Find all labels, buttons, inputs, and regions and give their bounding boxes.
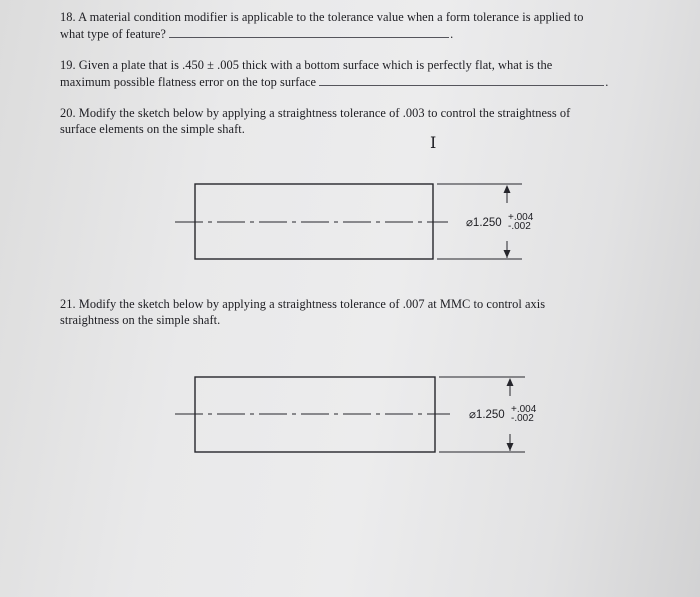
text-cursor-icon: I xyxy=(430,133,437,152)
question-number: 21. xyxy=(60,297,76,311)
diameter-dimension: ⌀1.250 xyxy=(466,217,502,229)
answer-blank[interactable] xyxy=(169,26,449,38)
shaft-sketch-2 xyxy=(170,368,550,463)
arrowhead-down xyxy=(507,443,514,451)
question-text: straightness on the simple shaft. xyxy=(60,312,221,327)
arrowhead-up xyxy=(504,185,511,193)
question-text: maximum possible flatness error on the top surface xyxy=(60,74,317,89)
question-number: 18. xyxy=(60,10,76,24)
tolerance-minus: -.002 xyxy=(508,221,531,232)
tolerance-minus: -.002 xyxy=(511,413,534,424)
diameter-dimension: ⌀1.250 xyxy=(469,409,505,421)
arrowhead-down xyxy=(504,250,511,258)
question-text: Given a plate that is .450 ± .005 thick with a bottom surface which is perfectly flat, what is the xyxy=(78,58,553,72)
arrowhead-up xyxy=(507,378,514,386)
shaft-sketch-1 xyxy=(170,175,550,270)
question-number: 19. xyxy=(60,58,76,72)
question-18 xyxy=(60,10,583,42)
question-text: A material condition modifier is applicable to the tolerance value when a form tolerance is applied to xyxy=(78,10,584,24)
question-text: surface elements on the simple shaft. xyxy=(60,121,245,136)
question-19 xyxy=(60,58,608,90)
sentence-period: . xyxy=(450,26,454,41)
question-text: what type of feature? xyxy=(60,26,166,41)
answer-blank[interactable] xyxy=(319,74,604,86)
question-text: Modify the sketch below by applying a straightness tolerance of .003 to control the straightness of xyxy=(78,106,571,120)
tolerance-plus: +.004 xyxy=(508,212,534,223)
question-text: Modify the sketch below by applying a straightness tolerance of .007 at MMC to control axis xyxy=(78,297,546,311)
question-21 xyxy=(60,297,545,328)
sentence-period: . xyxy=(605,74,609,89)
question-number: 20. xyxy=(60,106,76,120)
tolerance-plus: +.004 xyxy=(511,404,537,415)
question-20 xyxy=(60,106,570,137)
